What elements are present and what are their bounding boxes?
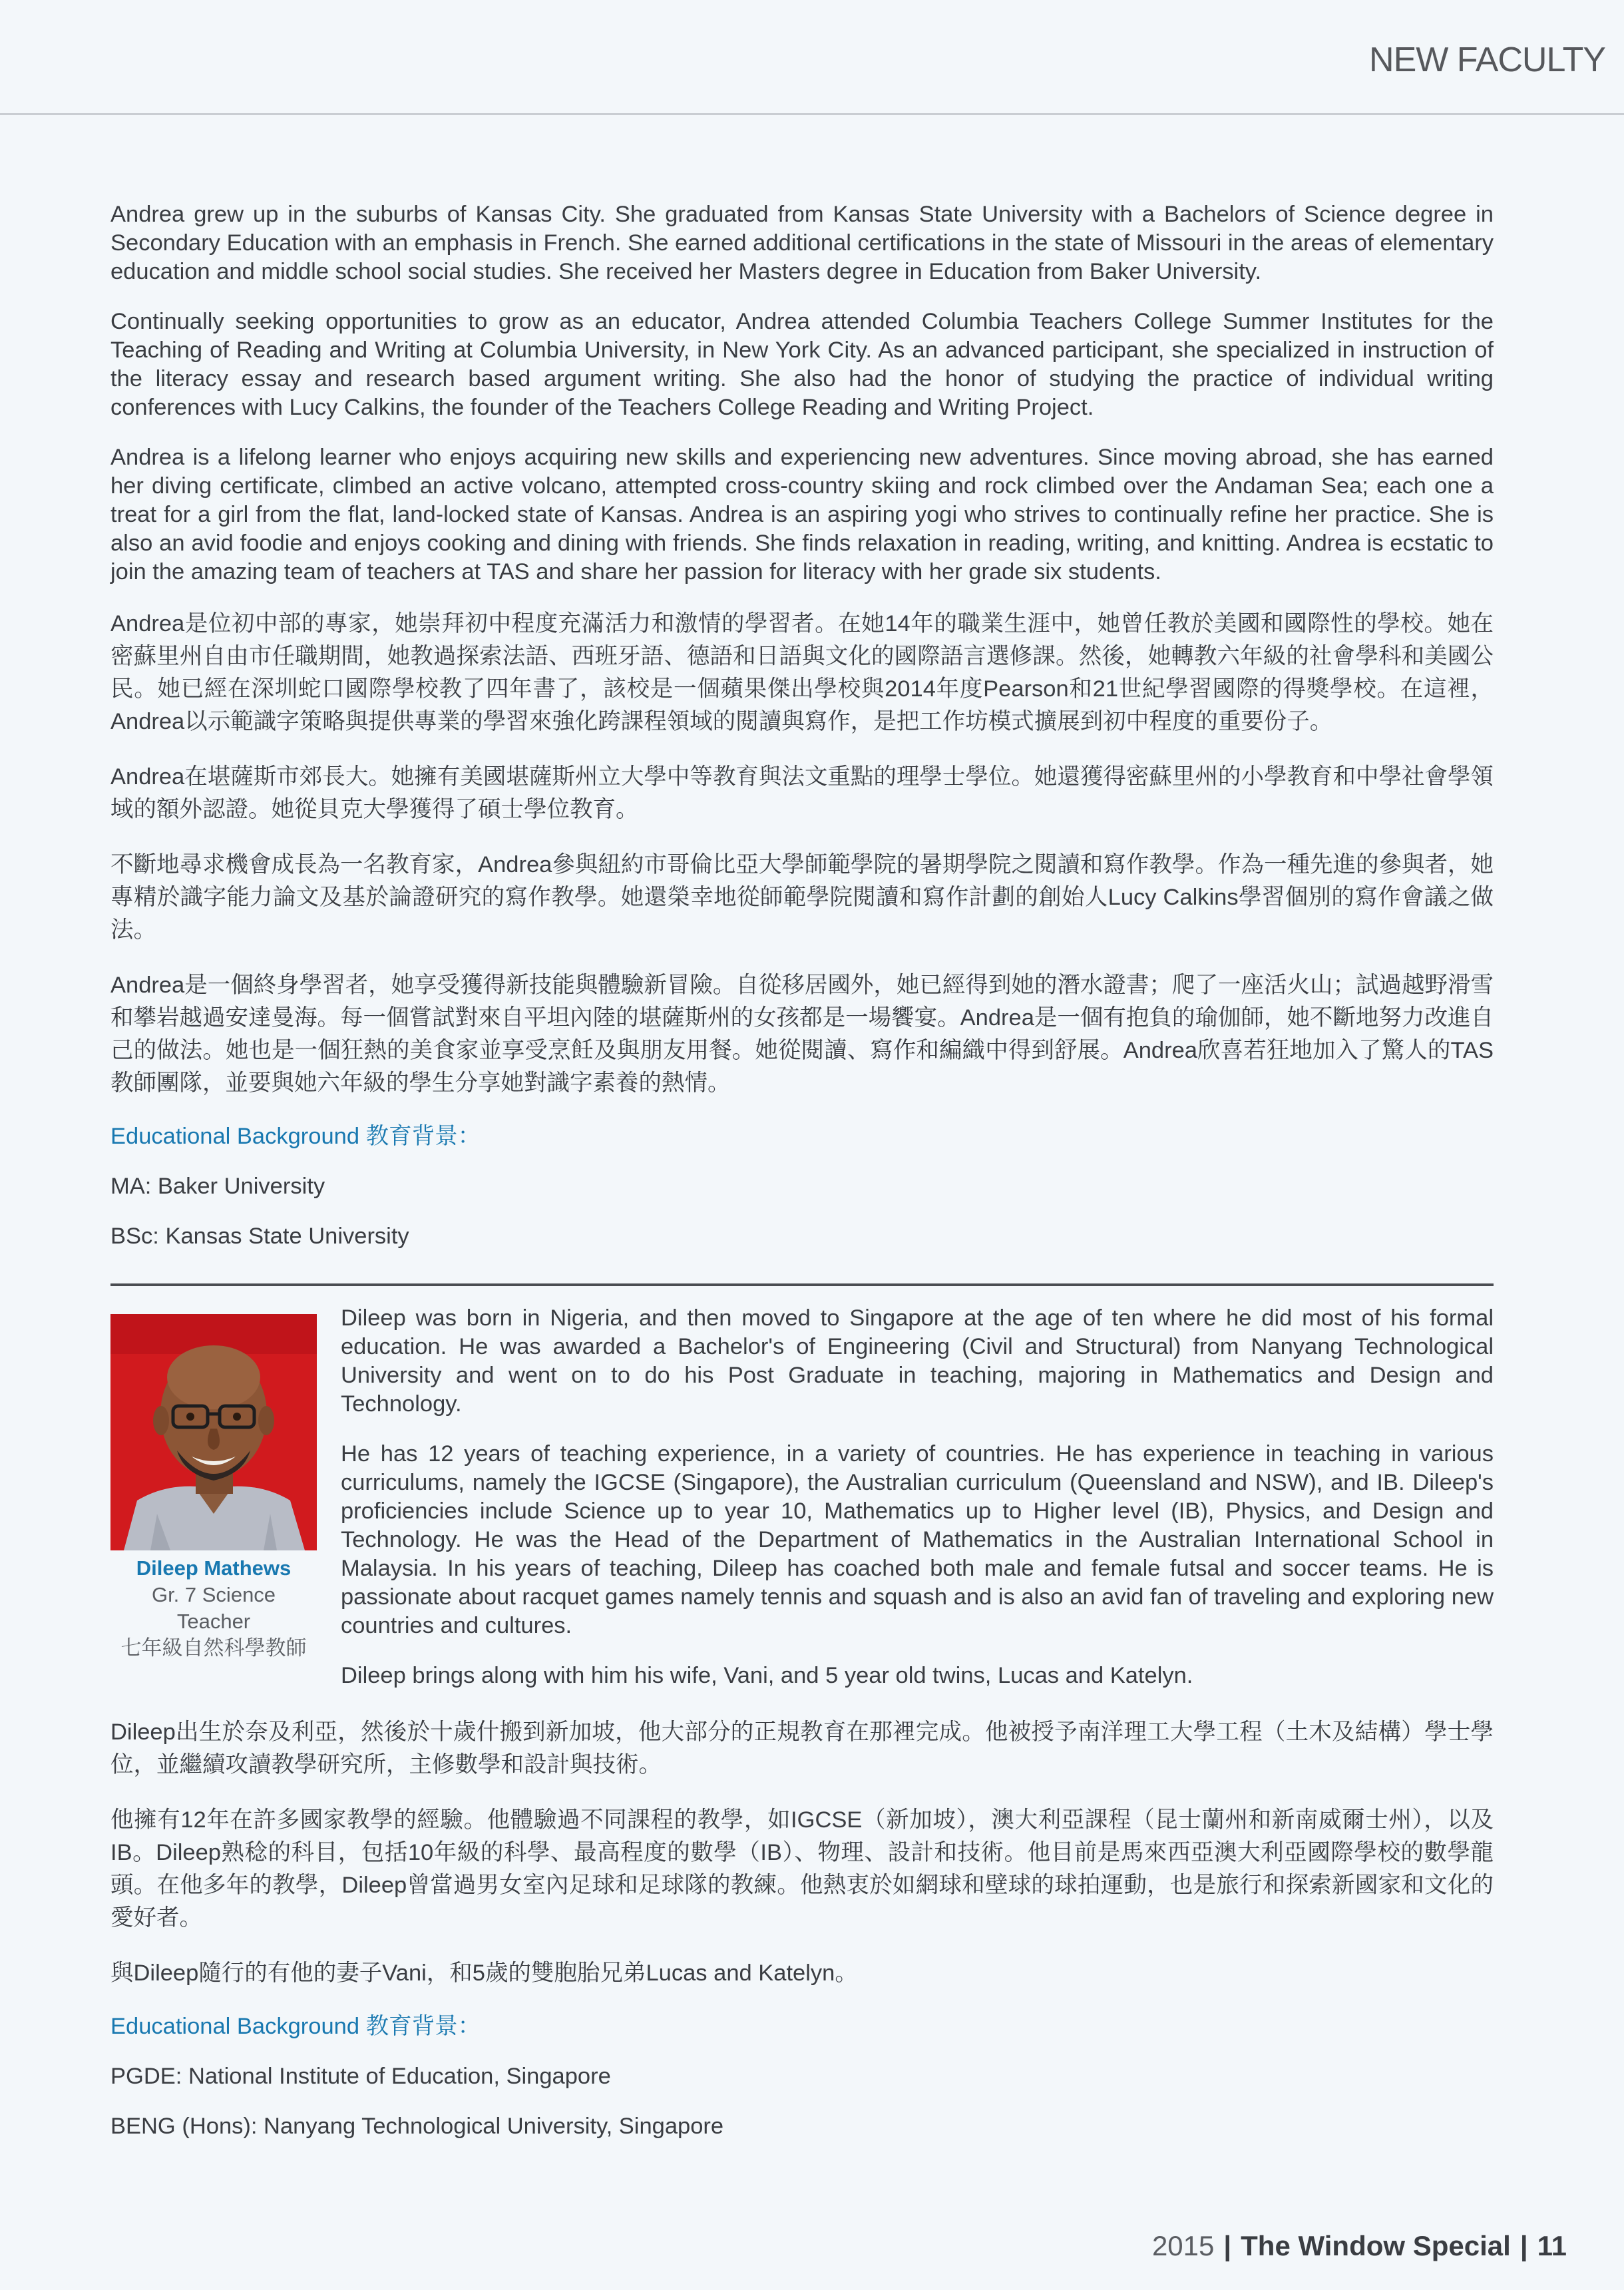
dileep-education-heading: Educational Background 教育背景： (110, 2014, 481, 2039)
andrea-bio-zh-paragraph-3: 不斷地尋求機會成長為一名教育家，Andrea參與紐約市哥倫比亞大學師範學院的暑期學院之閱讀和寫作教學。作為一種先進的參與者，她專精於識字能力論文及基於論證研究的寫作教學。她還榮幸地從師範學院閱讀和寫作計劃的創始人Lucy Calkins學習個別的寫作會議之做法。 (110, 852, 1494, 943)
footer-separator: | (1520, 2230, 1528, 2261)
dileep-bio-paragraph-1: Dileep was born in Nigeria, and then moved to Singapore at the age of ten where he did most of his formal education. He was awarded a Bachelor's of Engineering (Civil and Structural) from Nanyang Technological University and went on to do his Post Graduate in teaching, majoring in Mathematics and Design and Technology. (341, 1305, 1494, 1417)
dileep-portrait-photo (110, 1314, 317, 1550)
andrea-bio-paragraph-1: Andrea grew up in the suburbs of Kansas City. She graduated from Kansas State University with a Bachelors of Science degree in Secondary Education with an emphasis in French. She earned additional certifications in the state of Missouri in the areas of elementary education and middle school social studies. She received her Masters degree in Education from Baker University. (110, 202, 1494, 284)
andrea-bio-paragraph-3: Andrea is a lifelong learner who enjoys acquiring new skills and experiencing new adventures. Since moving abroad, she has earned her diving certificate, climbed an active volcano, attempted cross-country skiing and rock climbed over the Andaman Sea; each one a treat for a girl from the flat, land-locked state of Kansas. Andrea is an aspiring yogi who strives to continually refine her practice. She is also an avid foodie and enjoys cooking and dining with friends. She finds relaxation in reading, writing, and knitting. Andrea is ecstatic to join the amazing team of teachers at TAS and share her passion for literacy with her grade six students. (110, 445, 1494, 584)
dileep-bio-zh-paragraph-2: 他擁有12年在許多國家教學的經驗。他體驗過不同課程的教學，如IGCSE（新加坡），澳大利亞課程（昆士蘭州和新南威爾士州），以及IB。Dileep熟稔的科目，包括10年級的科學、最高程度的數學（IB）、物理、設計和技術。他目前是馬來西亞澳大利亞國際學校的數學龍頭。在他多年的教學，Dileep曾當過男女室內足球和足球隊的教練。他熱衷於如網球和壁球的球拍運動，也是旅行和探索新國家和文化的愛好者。 (110, 1807, 1494, 1931)
dileep-name: Dileep Mathews (136, 1556, 292, 1580)
footer-publication: The Window Special (1241, 2230, 1511, 2261)
page-number: 11 (1537, 2230, 1567, 2261)
dileep-role: Gr. 7 Science (151, 1583, 276, 1606)
dileep-education-item: BENG (Hons): Nanyang Technological University, Singapore (110, 2114, 724, 2139)
andrea-education-heading: Educational Background 教育背景： (110, 1124, 481, 1149)
profile-divider (110, 1283, 1494, 1286)
andrea-education-item: BSc: Kansas State University (110, 1224, 409, 1249)
dileep-bio-paragraph-3: Dileep brings along with him his wife, Vani, and 5 year old twins, Lucas and Katelyn. (341, 1663, 1193, 1688)
andrea-profile (110, 200, 1494, 1272)
page-footer (1152, 2230, 1567, 2262)
andrea-bio-zh-paragraph-2: Andrea在堪薩斯市郊長大。她擁有美國堪薩斯州立大學中等教育與法文重點的理學士學位。她還獲得密蘇里州的小學教育和中學社會學領域的額外認證。她從貝克大學獲得了碩士學位教育。 (110, 764, 1494, 822)
dileep-education-item: PGDE: National Institute of Education, Singapore (110, 2064, 611, 2089)
andrea-education-item: MA: Baker University (110, 1174, 325, 1199)
andrea-bio-paragraph-2: Continually seeking opportunities to grow as an educator, Andrea attended Columbia Teachers College Summer Institutes for the Teaching of Reading and Writing at Columbia University, in New York City. As an advanced participant, she specialized in instruction of the literacy essay and research based argument writing. She also had the honor of studying the practice of individual writing conferences with Lucy Calkins, the founder of the Teachers College Reading and Writing Project. (110, 309, 1494, 420)
portrait-illustration (110, 1314, 317, 1550)
andrea-education (110, 1122, 1494, 1251)
section-title: NEW FACULTY (1369, 41, 1605, 79)
dileep-education (110, 2012, 1494, 2141)
header-divider (0, 113, 1624, 115)
footer-year: 2015 (1151, 2230, 1215, 2261)
dileep-bio-english (341, 1304, 1494, 1712)
dileep-bio-paragraph-2: He has 12 years of teaching experience, in a variety of countries. He has experience in teaching in various curriculums, namely the IGCSE (Singapore), the Australian curriculum (Queensland and NSW), and IB. Dileep's proficiencies include Science up to year 10, Mathematics up to Higher level (IB), Physics, and Design and Technology. He was the Head of the Department of Mathematics in the Australian International School in Malaysia. In his years of teaching, Dileep has coached both male and female futsal and soccer teams. He is passionate about racquet games namely tennis and squash and is also an avid fan of traveling and exploring new countries and cultures. (341, 1441, 1494, 1638)
dileep-role-line-2: Teacher (176, 1610, 251, 1633)
dileep-caption (100, 1555, 327, 1662)
footer-separator: | (1223, 2230, 1232, 2261)
andrea-bio-zh-paragraph-4: Andrea是一個終身學習者，她享受獲得新技能與體驗新冒險。自從移居國外，她已經得到她的潛水證書；爬了一座活火山；試過越野滑雪和攀岩越過安達曼海。每一個嘗試對來自平坦內陸的堪薩斯州的女孩都是一場饗宴。Andrea是一個有抱負的瑜伽師，她不斷地努力改進自己的做法。她也是一個狂熱的美食家並享受烹飪及與朋友用餐。她從閱讀、寫作和編織中得到舒展。Andrea欣喜若狂地加入了驚人的TAS教師團隊，並要與她六年級的學生分享她對識字素養的熱情。 (110, 973, 1494, 1096)
dileep-bio-zh-paragraph-1: Dileep出生於奈及利亞，然後於十歲什搬到新加坡，他大部分的正規教育在那裡完成。他被授予南洋理工大學工程（土木及結構）學士學位，並繼續攻讀教學研究所，主修數學和設計與技術。 (110, 1719, 1494, 1777)
dileep-profile-zh (110, 1716, 1494, 2162)
dileep-role-zh: 七年級自然科學教師 (120, 1636, 307, 1660)
andrea-bio-zh-paragraph-1: Andrea是位初中部的專家，她崇拜初中程度充滿活力和激情的學習者。在她14年的職業生涯中，她曾任教於美國和國際性的學校。她在密蘇里州自由市任職期間，她教過探索法語、西班牙語、德語和日語與文化的國際語言選修課。然後，她轉教六年級的社會學科和美國公民。她已經在深圳蛇口國際學校教了四年書了，該校是一個蘋果傑出學校與2014年度Pearson和21世紀學習國際的得獎學校。在這裡，Andrea以示範識字策略與提供專業的學習來強化跨課程領域的閱讀與寫作，是把工作坊模式擴展到初中程度的重要份子。 (110, 611, 1494, 734)
dileep-bio-zh-paragraph-3: 與Dileep隨行的有他的妻子Vani，和5歲的雙胞胎兄弟Lucas and Katelyn。 (110, 1960, 858, 1986)
